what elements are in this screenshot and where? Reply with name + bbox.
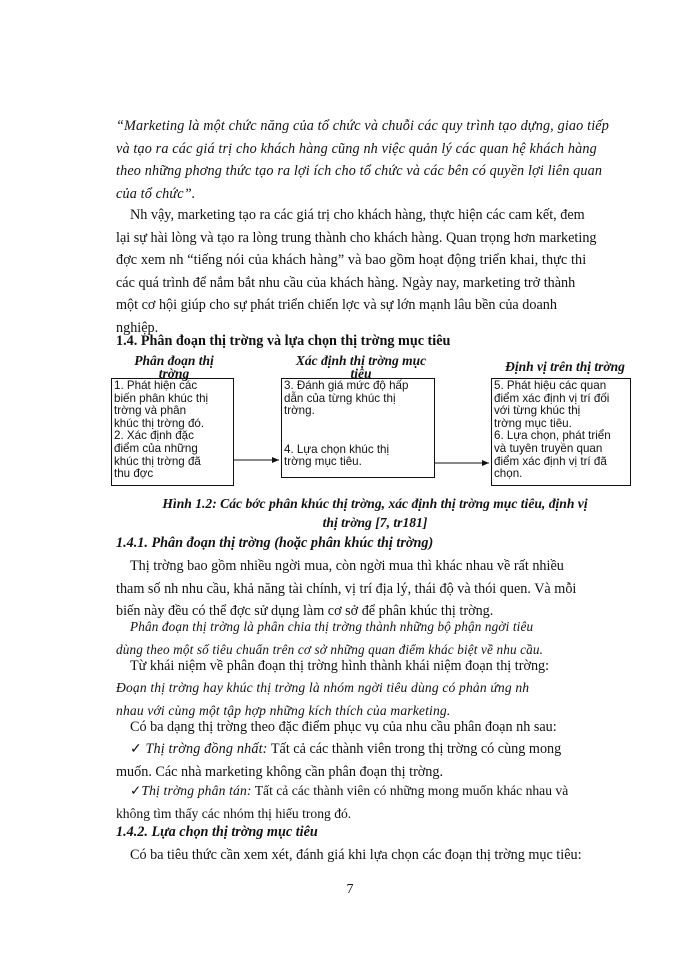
figure-caption: Hình 1.2: Các bớc phân khúc thị trờng, xác định thị trờng mục tiêu, định vị thị trờng [7, tr181] (162, 496, 588, 530)
diagram-column-title-segmentation: Phân đoạn thị trờng (134, 353, 214, 381)
quote-line: “Marketing là một chức năng của tổ chức và chuỗi các quy trình tạo dựng, giao tiếp (116, 118, 609, 134)
paragraph-segment-concept (116, 655, 634, 678)
bullet-line (116, 738, 634, 761)
paragraph-line: nghiệp. (116, 319, 159, 336)
paragraph-market-types (116, 716, 634, 739)
diagram-box-positioning: 5. Phát hiệu các quan điểm xác định vị trí đối với từng khúc thị trờng mục tiêu. 6. Lựa chọn, phát triển và tuyên truyền quan điểm xác định vị trí đã chọn. (491, 378, 631, 486)
section-heading-1-4: 1.4. Phân đoạn thị trờng và lựa chọn thị trờng mục tiêu (116, 333, 451, 349)
check-icon: ✓ (130, 741, 142, 757)
paragraph-market-definition (116, 555, 634, 623)
definition-line: nhau với cùng một tập hợp những kích thích của marketing. (116, 702, 451, 718)
paragraph-line: các quá trình để nắm bắt nhu cầu của khách hàng. Ngày nay, marketing trở thành (116, 274, 576, 291)
definition-line: dùng theo một số tiêu chuẩn trên cơ sở những quan điểm khác biệt về nhu cầu. (116, 641, 544, 657)
subsection-heading-1-4-1: 1.4.1. Phân đoạn thị trờng (hoặc phân khúc thị trờng) (116, 535, 434, 551)
diagram-box-targeting: 3. Đánh giá mức độ hấp dẫn của từng khúc thị trờng. 4. Lựa chọn khúc thị trờng mục tiêu. (281, 378, 435, 478)
definition-line: Phân đoạn thị trờng là phân chia thị trờng thành những bộ phận ngời tiêu (130, 619, 534, 634)
bullet-line: không tìm thấy các nhóm thị hiếu trong đó. (116, 805, 352, 821)
definition-line: Đoạn thị trờng hay khúc thị trờng là nhóm ngời tiêu dùng có phản ứng nh (116, 680, 530, 695)
bullet-text: Tất cả các thành viên có những mong muốn khác nhau và (251, 783, 569, 798)
bullet-dispersed-market (116, 780, 634, 825)
paragraph-line: một cơ hội giúp cho sự phát triển chiến lợc và sự lớn mạnh lâu bền của doanh (116, 297, 557, 313)
page-number: 7 (346, 882, 354, 897)
paragraph-line: lại sự hài lòng và tạo ra lòng trung thành cho khách hàng. Quan trọng hơn marketing (116, 229, 597, 246)
paragraph-line: Có ba tiêu thức cần xem xét, đánh giá khi lựa chọn các đoạn thị trờng mục tiêu: (130, 847, 582, 863)
quote-line: theo những phơng thức tạo ra lợi ích cho tổ chức và các bên có quyền lợi liên quan (116, 163, 603, 179)
diagram-column-title-positioning: Định vị trên thị trờng (505, 359, 625, 374)
paragraph-line: biến này đều có thể đợc sử dụng làm cơ sở để phân khúc thị trờng. (116, 603, 494, 619)
bullet-term: Thị trờng đồng nhất: (145, 741, 268, 757)
paragraph-target-criteria (116, 844, 634, 867)
bullet-homogeneous-market (116, 738, 634, 783)
check-icon: ✓ (130, 783, 142, 798)
paragraph-line: tham số nh nhu cầu, khả năng tài chính, vị trí địa lý, thái độ và thói quen. Và mỗi (116, 580, 577, 597)
bullet-text: Tất cả các thành viên trong thị trờng có cùng mong (267, 741, 562, 757)
subsection-heading-1-4-2: 1.4.2. Lựa chọn thị trờng mục tiêu (116, 824, 318, 840)
paragraph-line: Thị trờng bao gồm nhiều ngời mua, còn ngời mua thì khác nhau về rất nhiều (130, 558, 564, 574)
bullet-line: muốn. Các nhà marketing không cần phân đoạn thị trờng. (116, 763, 444, 780)
bullet-term: Thị trờng phân tán: (141, 783, 252, 798)
quote-line: và tạo ra các giá trị cho khách hàng cũng nh việc quản lý các quan hệ khách hàng (116, 140, 597, 157)
paragraph-line: Nh vậy, marketing tạo ra các giá trị cho khách hàng, thực hiện các cam kết, đem (130, 207, 585, 223)
quote-line: của tổ chức”. (116, 185, 196, 202)
diagram-box-segmentation: 1. Phát hiện các biến phân khúc thị trờng và phân khúc thị trờng đó. 2. Xác định đặc điểm của những khúc thị trờng đã thu đợc (111, 378, 234, 486)
diagram-column-title-targeting: Xác định thị trờng mục tiêu (295, 353, 427, 381)
paragraph-line: Có ba dạng thị trờng theo đặc điểm phục vụ của nhu cầu phân đoạn nh sau: (130, 719, 557, 735)
paragraph-line: đợc xem nh “tiếng nói của khách hàng” và bao gồm hoạt động triển khai, thực thi (116, 252, 587, 268)
bullet-line (116, 780, 634, 803)
paragraph-line: Từ khái niệm về phân đoạn thị trờng hình thành khái niệm đoạn thị trờng: (130, 658, 550, 674)
